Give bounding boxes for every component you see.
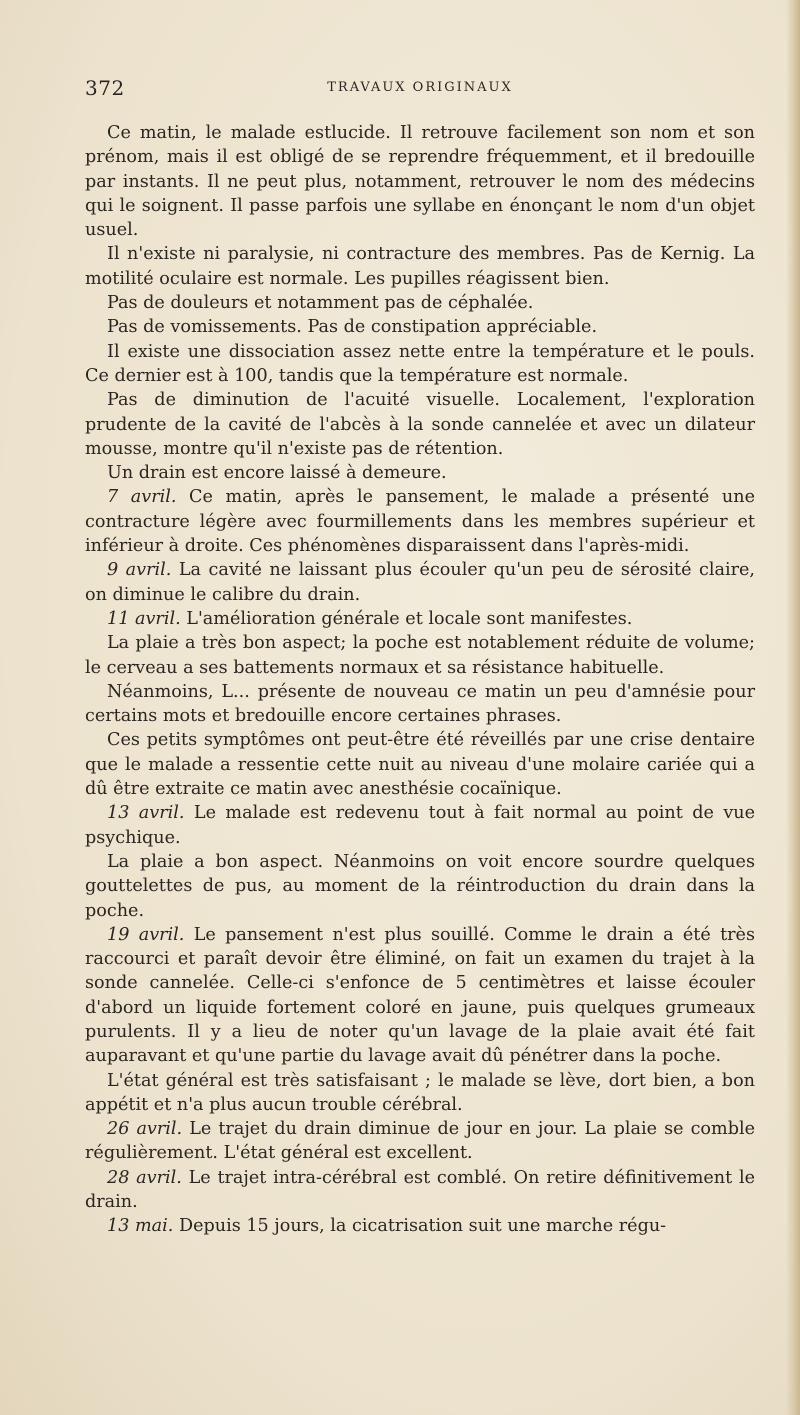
paragraph	[85, 850, 755, 923]
paragraph-text: Un drain est encore laissé à demeure.	[107, 463, 447, 484]
paragraph	[85, 631, 755, 680]
paragraph-text: Ce matin, après le pansement, le malade a présenté une contracture légère avec fourmillements dans les membres supérieur et inférieur à droite. Ces phénomènes disparaissent dans l'après-midi.	[85, 487, 755, 557]
paragraph	[85, 340, 755, 389]
page-header	[85, 76, 755, 104]
paragraph-text: Pas de douleurs et notamment pas de céphalée.	[107, 293, 534, 314]
paragraph-text: L'état général est très satisfaisant ; le malade se lève, dort bien, a bon appétit et n'a plus aucun trouble cérébral.	[85, 1070, 755, 1115]
paragraph	[85, 558, 755, 607]
paragraph-text: Le pansement n'est plus souillé. Comme le drain a été très raccourci et paraît devoir être éliminé, on fait un examen du trajet à la sonde cannelée. Celle-ci s'enfonce de 5 centimètres et laisse écouler d'abord un liquide fortement coloré en jaune, puis quelques grumeaux purulents. Il y a lieu de noter qu'un lavage de la plaie avait été fait auparavant et qu'une partie du lavage avait dû pénétrer dans la poche.	[85, 924, 755, 1067]
paragraph	[85, 607, 755, 631]
page-number: 372	[85, 76, 125, 100]
paragraph-text: Pas de vomissements. Pas de constipation appréciable.	[107, 317, 598, 338]
paragraph-text: Le trajet du drain diminue de jour en jour. La plaie se comble régulièrement. L'état général est excellent.	[85, 1119, 755, 1164]
body-text	[85, 121, 755, 1239]
paragraph-text: Le malade est redevenu tout à fait normal au point de vue psychique.	[85, 803, 755, 848]
paragraph-text: Il n'existe ni paralysie, ni contracture des membres. Pas de Kernig. La motilité oculaire est normale. Les pupilles réagissent bien.	[85, 244, 755, 289]
paragraph	[85, 1166, 755, 1215]
paragraph-text: Depuis 15 jours, la cicatrisation suit une marche régu-	[173, 1216, 667, 1237]
paragraph-text: Il existe une dissociation assez nette entre la température et le pouls. Ce dernier est à 100, tandis que la température est normale.	[85, 341, 755, 386]
paragraph	[85, 801, 755, 850]
paragraph	[85, 461, 755, 485]
paragraph	[85, 923, 755, 1069]
page-edge-shadow	[786, 0, 800, 1415]
paragraph	[85, 485, 755, 558]
paragraph-text: La plaie a très bon aspect; la poche est notablement réduite de volume; le cerveau a ses battements normaux et sa résistance habituelle.	[85, 633, 755, 678]
paragraph-text: L'amélioration générale et locale sont manifestes.	[180, 608, 633, 629]
running-title: TRAVAUX ORIGINAUX	[327, 80, 513, 95]
paragraph-text: Ce matin, le malade estlucide. Il retrouve facilement son nom et son prénom, mais il est obligé de se reprendre fréquemment, et il bredouille par instants. Il ne peut plus, notamment, retrouver le nom des médecins qui le soignent. Il passe parfois une syllabe en énonçant le nom d'un objet usuel.	[85, 123, 755, 241]
paragraph	[85, 728, 755, 801]
entry-date: 13 mai.	[107, 1216, 174, 1237]
entry-date: 7 avril.	[107, 487, 177, 508]
paragraph-text: La cavité ne laissant plus écouler qu'un peu de sérosité claire, on diminue le calibre du drain.	[85, 560, 755, 605]
entry-date: 9 avril.	[107, 560, 172, 581]
entry-date: 11 avril.	[107, 608, 181, 629]
entry-date: 28 avril.	[107, 1167, 182, 1188]
paragraph	[85, 121, 755, 242]
paragraph	[85, 1069, 755, 1118]
entry-date: 13 avril.	[107, 803, 185, 824]
paragraph	[85, 291, 755, 315]
paragraph	[85, 680, 755, 729]
paragraph	[85, 388, 755, 461]
paragraph	[85, 315, 755, 339]
paragraph	[85, 1214, 755, 1238]
paragraph	[85, 242, 755, 291]
entry-date: 19 avril.	[107, 924, 185, 945]
paragraph-text: Ces petits symptômes ont peut-être été réveillés par une crise dentaire que le malade a ressentie cette nuit au niveau d'une molaire cariée qui a dû être extraite ce matin avec anesthésie cocaïnique.	[85, 730, 755, 800]
paragraph	[85, 1117, 755, 1166]
paragraph-text: Le trajet intra-cérébral est comblé. On retire définitivement le drain.	[85, 1167, 755, 1213]
entry-date: 26 avril.	[107, 1119, 183, 1140]
paragraph-text: Pas de diminution de l'acuité visuelle. Localement, l'exploration prudente de la cavité de l'abcès à la sonde cannelée et avec un dilateur mousse, montre qu'il n'existe pas de rétention.	[85, 390, 755, 459]
paragraph-text: La plaie a bon aspect. Néanmoins on voit encore sourdre quelques gouttelettes de pus, au moment de la réintroduction du drain dans la poche.	[85, 851, 755, 921]
paragraph-text: Néanmoins, L... présente de nouveau ce matin un peu d'amnésie pour certains mots et bredouille encore certaines phrases.	[85, 681, 755, 727]
